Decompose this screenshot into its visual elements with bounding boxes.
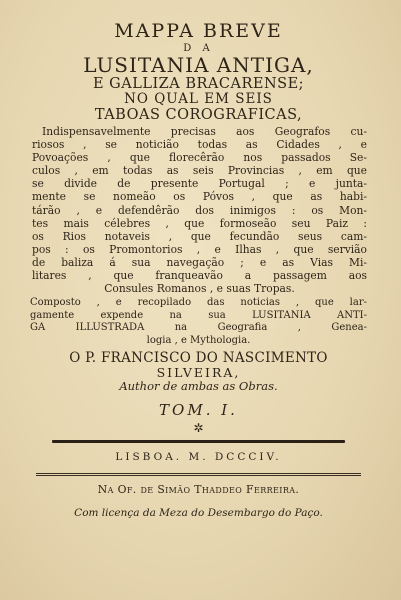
body-line: os Rios notaveis , que fecundão seus cam- xyxy=(32,229,367,243)
double-rule-bottom xyxy=(36,475,361,476)
title-line-6: TABOAS COROGRAFICAS, xyxy=(94,107,303,123)
composition-line: Composto , e recopilado das noticias , que lar- xyxy=(30,297,367,309)
author-name: O P. FRANCISCO DO NASCIMENTO xyxy=(69,349,328,366)
body-line: Povoações , que florecêrão nos passados Se- xyxy=(32,151,367,165)
author-surname: SILVEIRA, xyxy=(156,364,241,380)
composition-line: logia , e Mythologia. xyxy=(146,335,251,346)
body-line: de baliza á sua navegação ; e as Vias Mi- xyxy=(32,255,367,269)
description-paragraph xyxy=(30,125,367,295)
composition-line: gamente expende na sua LUSITANIA ANTI- xyxy=(30,309,367,321)
composition-paragraph xyxy=(30,297,367,347)
body-line: se divide de presente Portugal ; e junta- xyxy=(32,177,367,191)
title-line-4: E GALLIZA BRACARENSE; xyxy=(92,76,305,92)
body-line: pos : os Promontorios , e Ilhas , que servião xyxy=(32,242,367,256)
double-rule-top xyxy=(36,473,361,474)
title-line-2: D A xyxy=(183,43,214,54)
body-line: culos , em todas as seis Provincias , em que xyxy=(32,164,367,178)
body-line: Consules Romanos , e suas Tropas. xyxy=(104,282,295,296)
body-line: tárão , e defendêrão dos inimigos : os Mon- xyxy=(32,203,367,217)
composition-line: GA ILLUSTRADA na Geografia , Genea- xyxy=(30,322,367,334)
imprint-printer: Na Of. de Simão Thaddeo Ferreira. xyxy=(97,482,300,496)
thick-rule-divider xyxy=(52,440,345,443)
volume-label: TOM. I. xyxy=(159,400,238,419)
body-line: tes mais célebres , que formoseão seu Paiz : xyxy=(32,216,367,230)
imprint-licence: Com licença da Meza do Desembargo do Paço. xyxy=(74,506,323,519)
ornament-icon: ✲ xyxy=(193,420,204,435)
title-line-1: MAPPA BREVE xyxy=(114,20,283,42)
body-line: litares , que franqueavão a passagem aos xyxy=(32,269,367,283)
body-line: Indispensavelmente precisas aos Geografos cu- xyxy=(42,125,367,138)
body-line: riosos , se noticião todas as Cidades , e xyxy=(32,138,367,152)
title-line-5: NO QUAL EM SEIS xyxy=(124,91,273,107)
body-line: mente se nomeão os Póvos , que as habi- xyxy=(32,190,367,204)
title-line-3: LUSITANIA ANTIGA, xyxy=(83,53,314,77)
author-note: Author de ambas as Obras. xyxy=(119,378,278,393)
imprint-place-date: LISBOA. M. DCCCIV. xyxy=(115,450,282,463)
